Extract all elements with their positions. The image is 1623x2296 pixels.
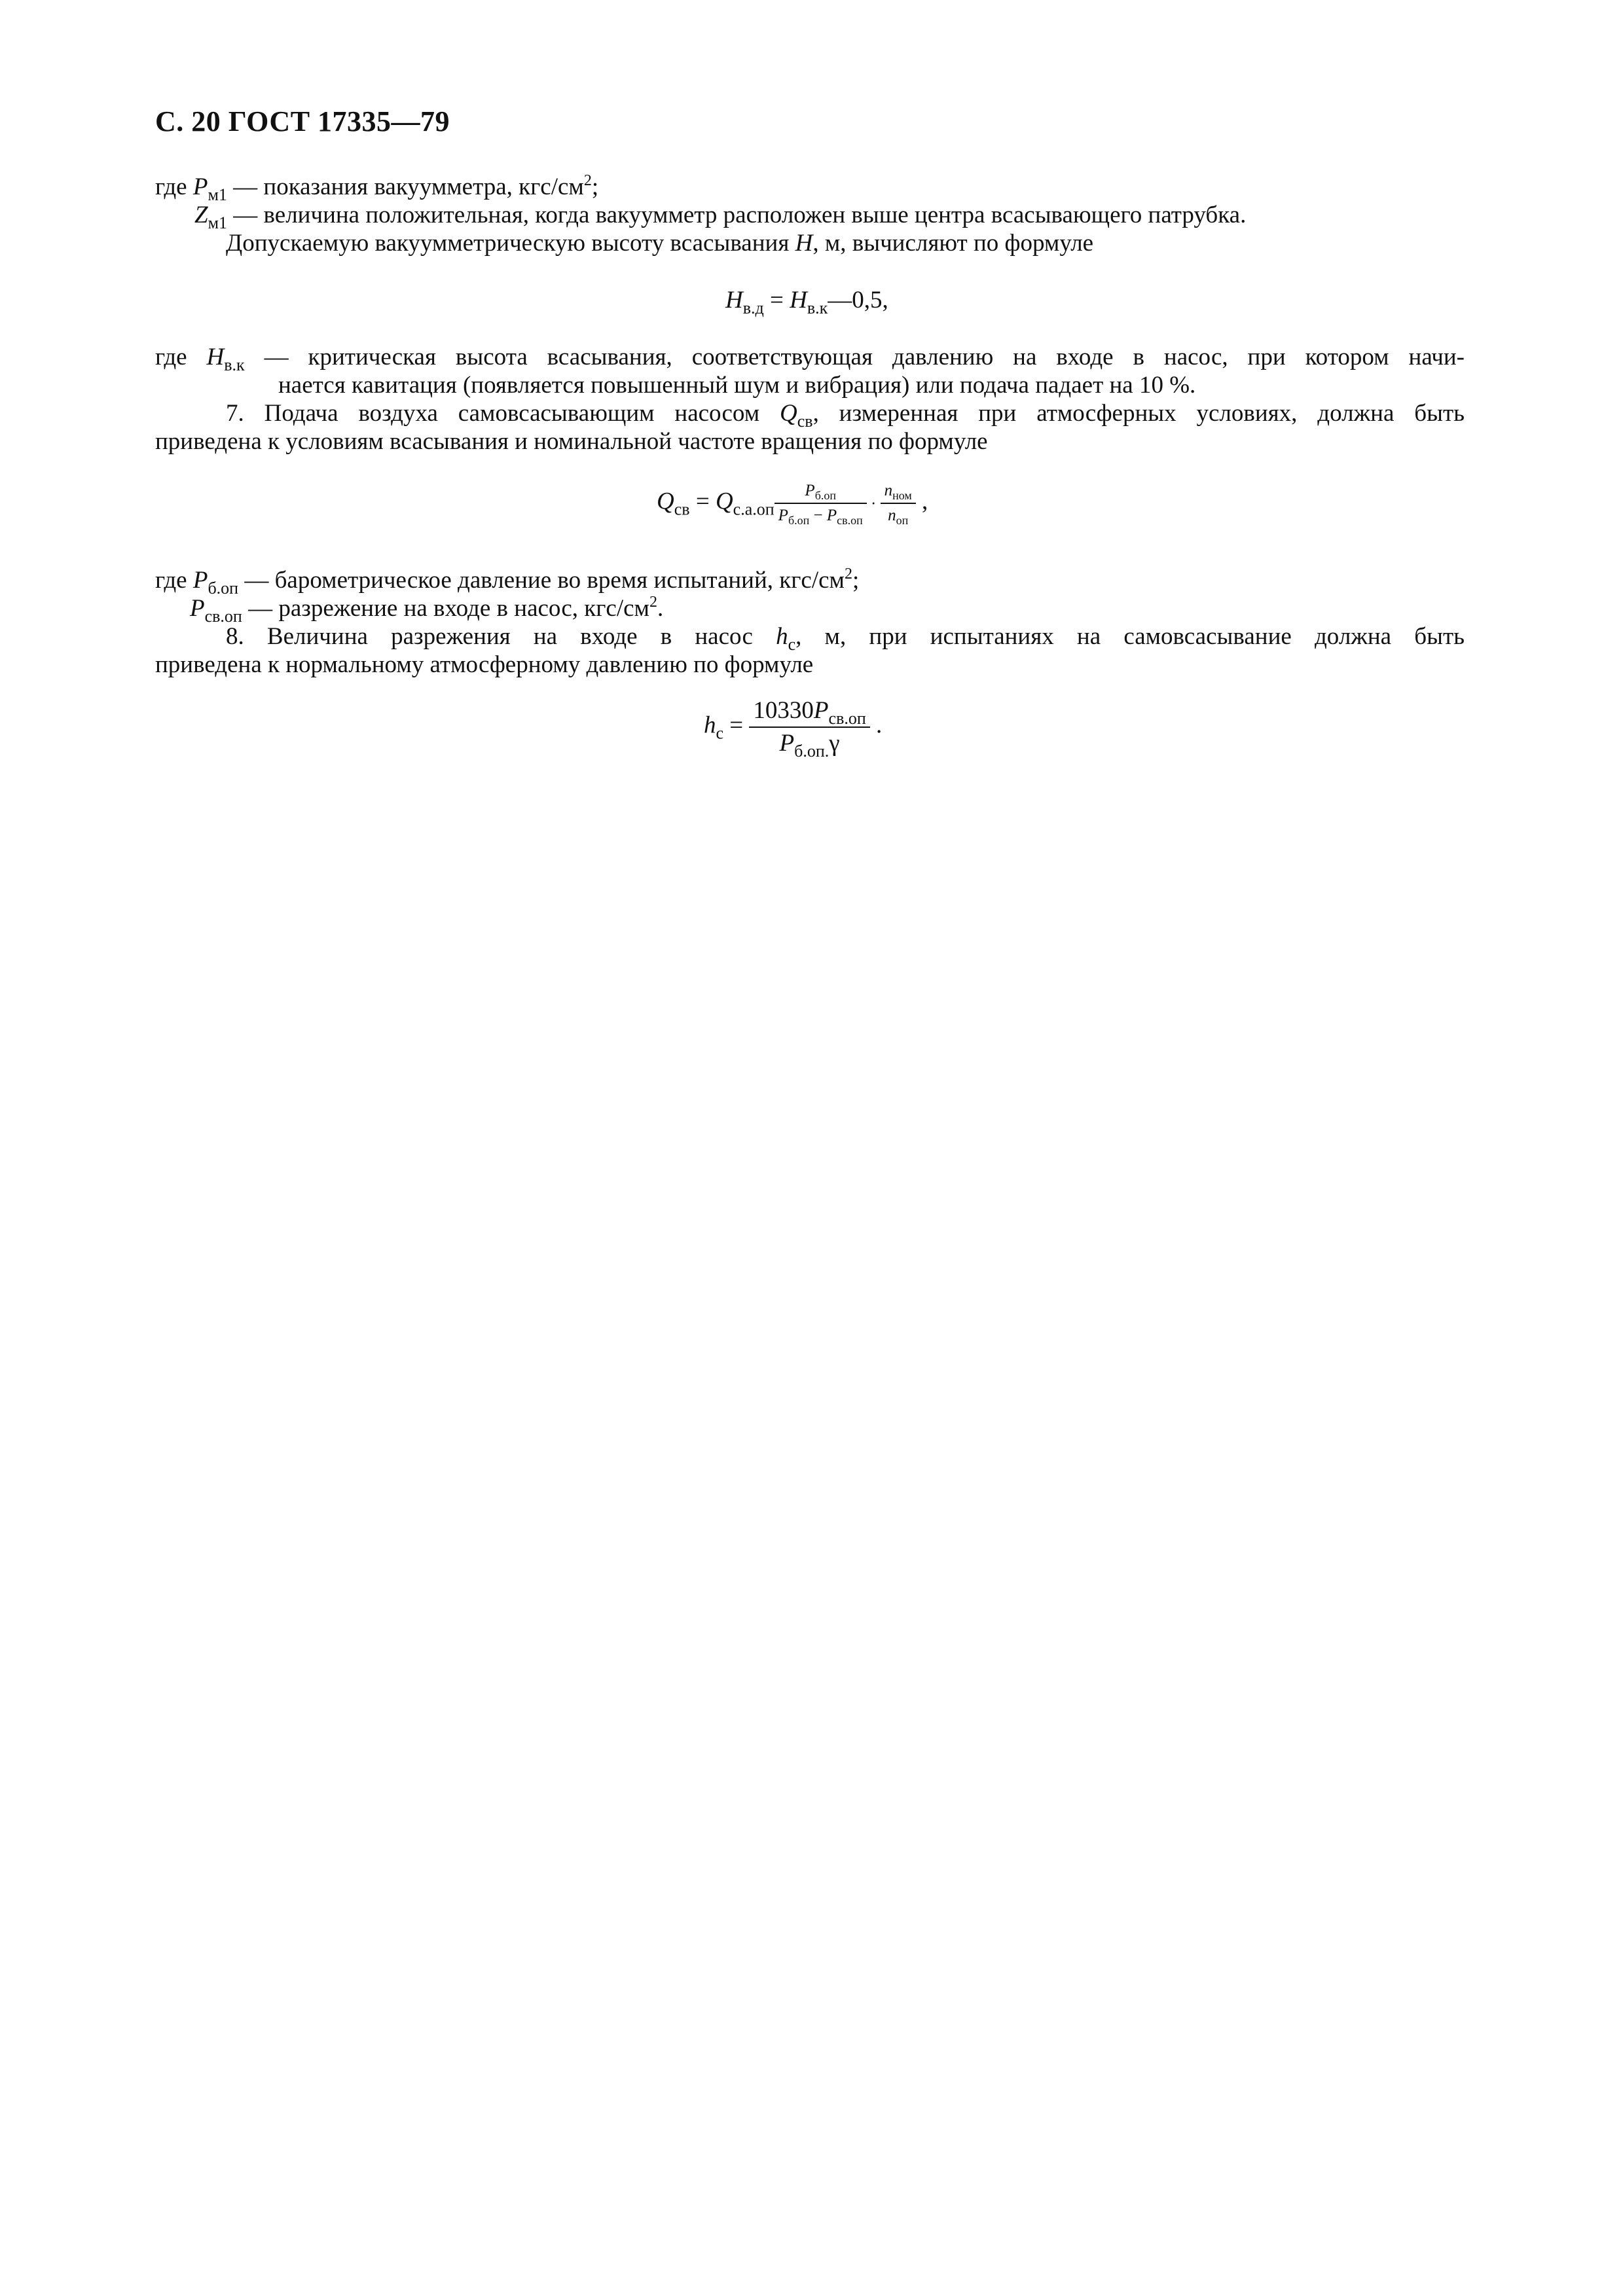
- text-line-item8: 8. Величина разрежения на входе в насос $h_с$, м, при испытаниях на самовсасывание должна быть: [226, 623, 1465, 654]
- text-line-zm1: $Z_{м1}$ — величина положительная, когда вакуумметр расположен выше центра всасывающего патрубка.: [194, 202, 1247, 232]
- text-line-pm1: где $P_{м1}$ — показания вакуумметра, кгс/$см^2$;: [155, 172, 599, 204]
- text-line-psvop: $P_{св.оп}$ — разрежение на входе в насос, кгс/$см^2$.: [190, 594, 664, 626]
- text-line-item7: 7. Подача воздуха самовсасывающим насосом $Q_{св}$, измеренная при атмосферных условиях, должна быть: [226, 400, 1465, 431]
- formula-hc: $h_с$ = $\frac{10330P_{св.оп}}{P_{б.оп.}\gamma}$ .: [704, 697, 883, 761]
- text-line-cavitation: нается кавитация (появляется повышенный шум и вибрация) или подача падает на 10 %.: [278, 372, 1196, 399]
- text-line-allowable-height: Допускаемую вакуумметрическую высоту всасывания H, м, вычисляют по формуле: [226, 230, 1094, 257]
- formula-qsv: $Q_{св} = Q_{с.а.оп}$ $\frac{P_{б.оп}}{P_{б.оп} - P_{св.оп}}$ · $\frac{n_{ном}}{n_{оп}}$ ,: [657, 482, 928, 527]
- fraction-pressure: $\frac{P_{б.оп}}{P_{б.оп} - P_{св.оп}}$: [775, 481, 867, 526]
- page-header: С. 20 ГОСТ 17335—79: [155, 105, 450, 137]
- text-line-hvk: где $H_{в.к}$ — критическая высота всасывания, соответствующая давлению на входе в насос, при котором начи-: [155, 344, 1465, 374]
- fraction-speed: $\frac{n_{ном}}{n_{оп}}$: [881, 481, 916, 526]
- text-line-pbop: где $P_{б.оп}$ — барометрическое давление во время испытаний, кгс/$см^2$;: [155, 565, 860, 598]
- formula-hvd: $H_{в.д}$ = $H_{в.к}—0,5$,: [725, 287, 888, 317]
- text-line-item8-cont: приведена к нормальному атмосферному давлению по формуле: [155, 651, 814, 678]
- fraction-hc: $\frac{10330P_{св.оп}}{P_{б.оп.}\gamma}$: [749, 697, 869, 757]
- text-line-item7-cont: приведена к условиям всасывания и номинальной частоте вращения по формуле: [155, 428, 988, 455]
